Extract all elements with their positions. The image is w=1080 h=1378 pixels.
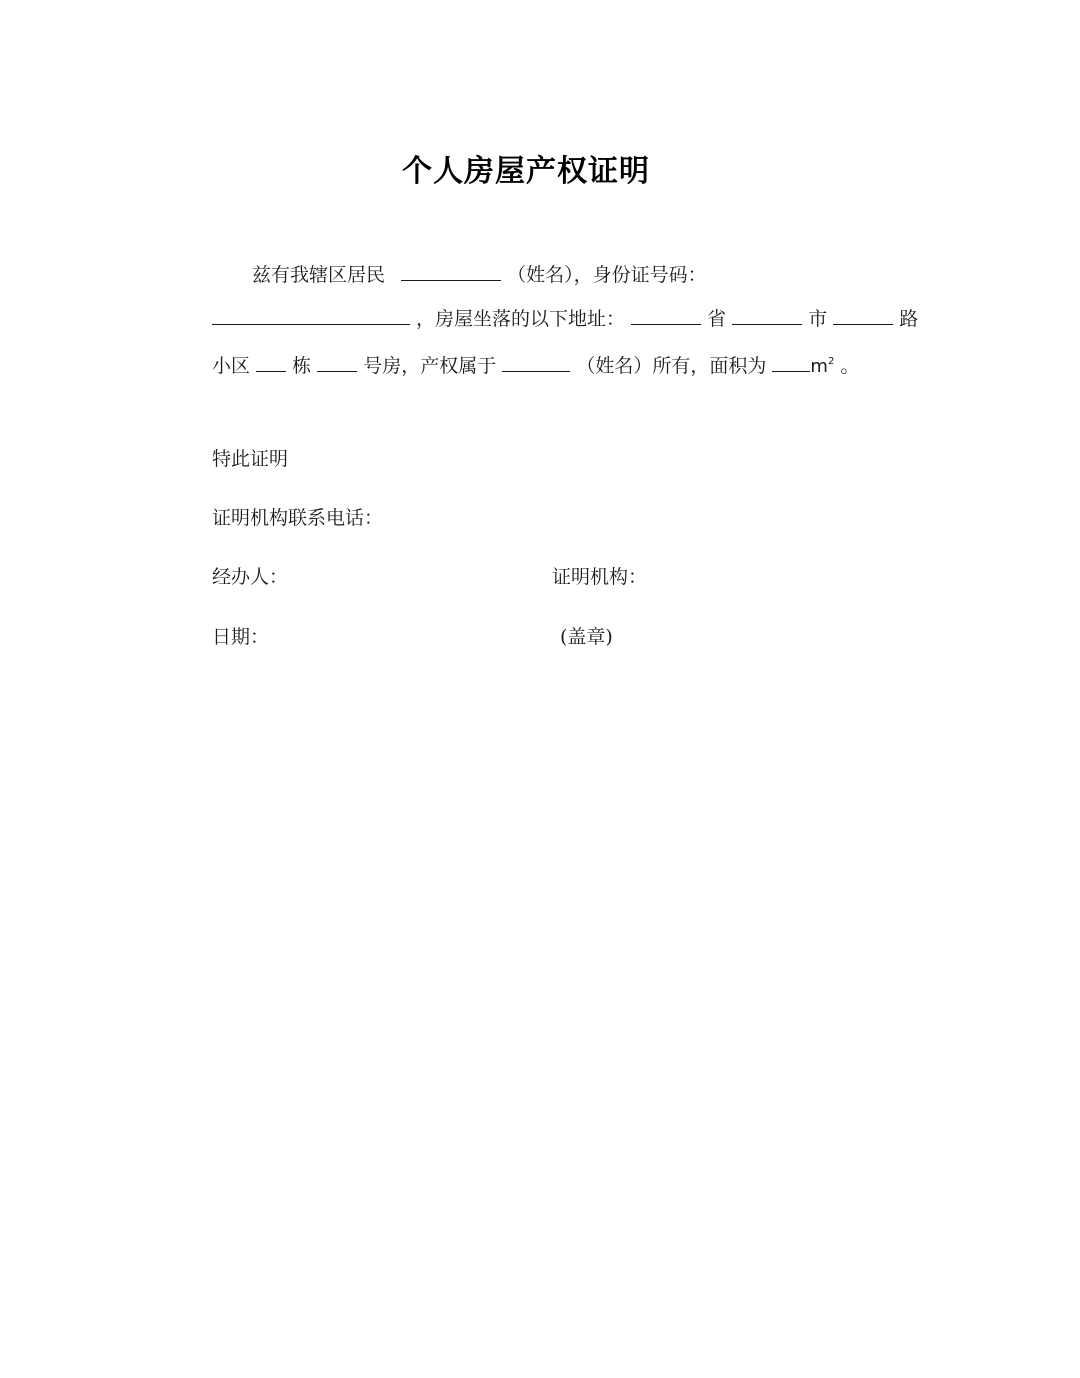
text-address-intro: ，房屋坐落的以下地址： (416, 308, 626, 330)
text-name-idcard: （姓名），身份证号码： (507, 264, 707, 286)
text-community: 小区 (212, 355, 251, 377)
seal-label: (盖章) (560, 626, 613, 648)
institution-label: 证明机构： (552, 566, 648, 588)
blank-community[interactable] (256, 353, 286, 372)
blank-road[interactable] (833, 306, 893, 325)
blank-owner-name[interactable] (502, 353, 570, 372)
text-province: 省 (707, 308, 727, 330)
handler-label: 经办人： (212, 566, 289, 588)
area-unit: $m^2$ (810, 356, 835, 377)
blank-area[interactable] (772, 353, 810, 372)
text-room-owner: 号房，产权属于 (363, 355, 497, 377)
special-proof-text: 特此证明 (212, 448, 289, 470)
paragraph-line-1 (252, 262, 707, 287)
blank-id-number[interactable] (212, 306, 410, 325)
text-road: 路 (899, 308, 919, 330)
blank-city[interactable] (732, 306, 802, 325)
document-title: 个人房屋产权证明 (402, 154, 650, 189)
text-city: 市 (808, 308, 828, 330)
blank-resident-name[interactable] (401, 262, 501, 281)
blank-province[interactable] (631, 306, 701, 325)
text-resident-intro: 兹有我辖区居民 (252, 264, 386, 286)
date-label: 日期： (212, 626, 270, 648)
text-owner-area: （姓名）所有，面积为 (576, 355, 767, 377)
paragraph-line-3 (212, 350, 859, 379)
blank-building[interactable] (317, 353, 357, 372)
text-period: 。 (840, 355, 860, 377)
text-building: 栋 (292, 355, 312, 377)
paragraph-line-2 (212, 306, 918, 331)
contact-phone-label: 证明机构联系电话： (212, 507, 384, 529)
